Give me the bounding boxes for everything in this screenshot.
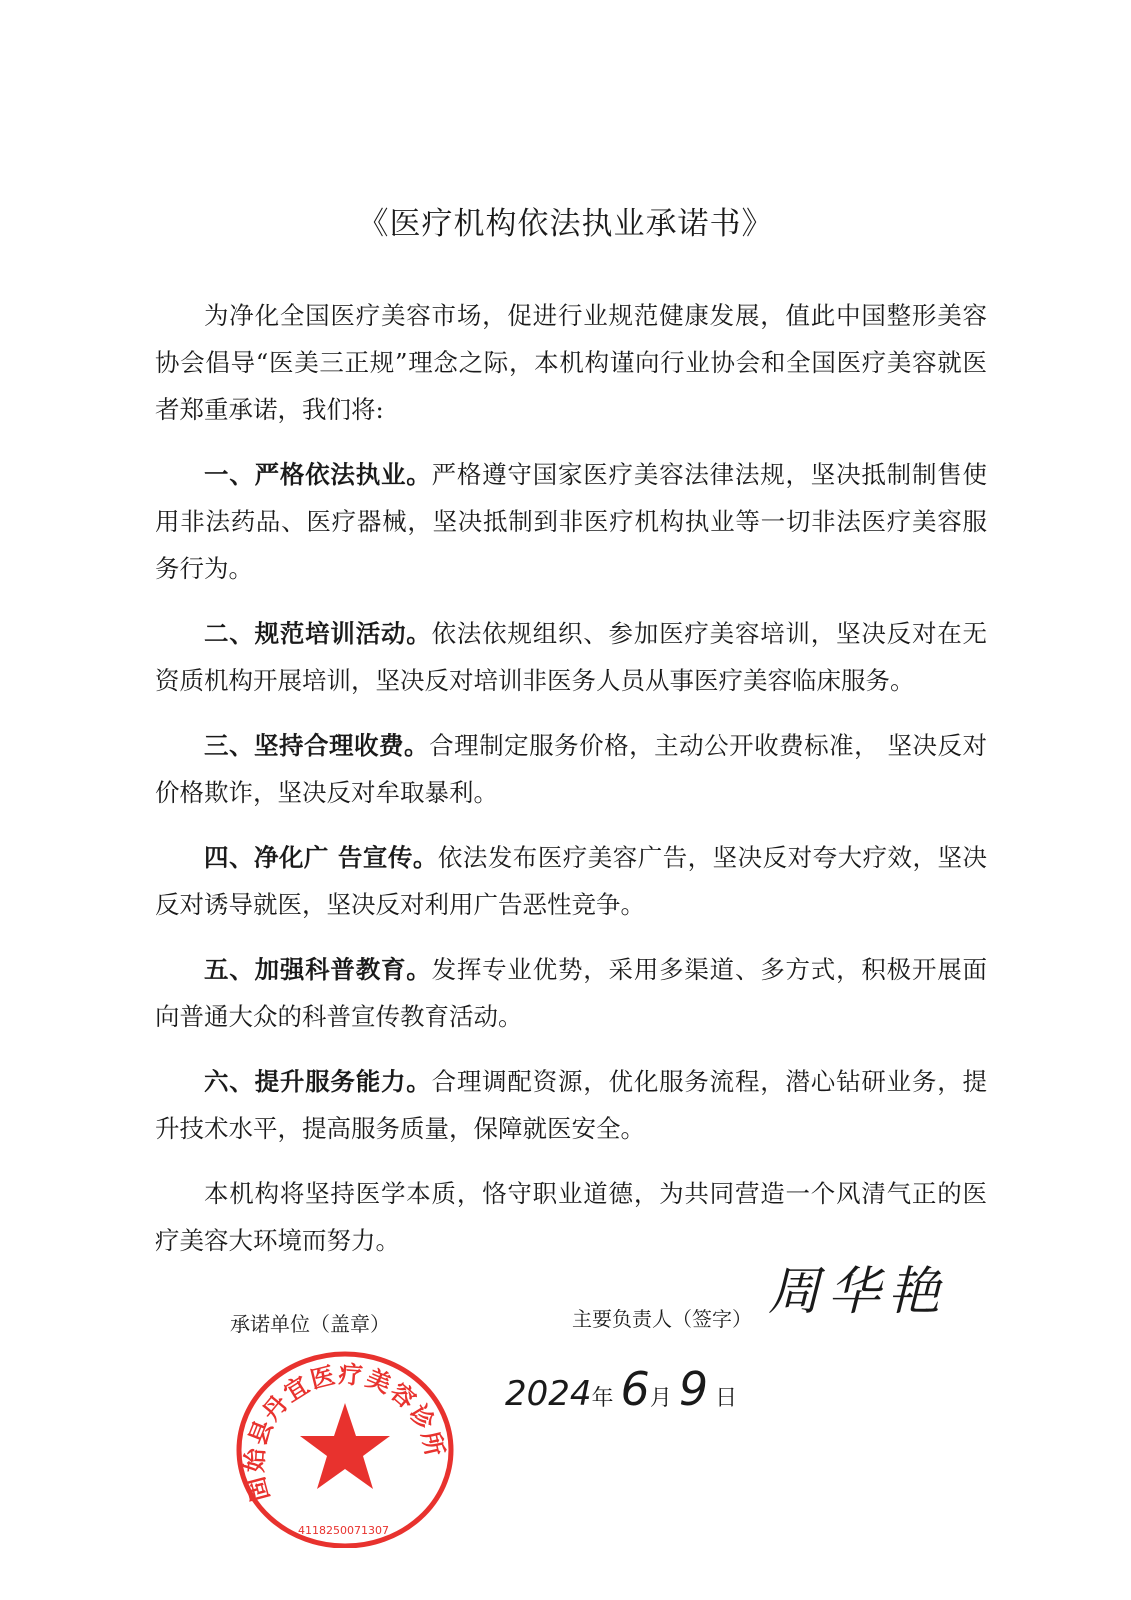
commitment-item-3 (155, 722, 987, 816)
signing-date (505, 1362, 737, 1426)
handwritten-signature: 周华艳 (768, 1262, 949, 1322)
unit-stamp-label: 承诺单位（盖章） (230, 1312, 390, 1336)
item-body: 合理制定服务价格，主动公开收费标准， 坚决反对价格欺诈，坚决反对牟取暴利。 (155, 731, 987, 807)
commitment-item-2 (155, 610, 987, 704)
item-body: 合理调配资源，优化服务流程，潜心钻研业务，提升技术水平，提高服务质量，保障就医安全。 (155, 1067, 988, 1143)
intro-paragraph: 为净化全国医疗美容市场，促进行业规范健康发展，值此中国整形美容协会倡导“医美三正规”理念之际，本机构谨向行业协会和全国医疗美容就医者郑重承诺，我们将: (155, 301, 987, 424)
item-heading: 一、严格依法执业。 (204, 460, 432, 489)
date-month-unit: 月 (649, 1386, 672, 1411)
item-heading: 五、加强科普教育。 (204, 955, 432, 984)
commitment-item-6 (155, 1058, 987, 1152)
document-body (155, 292, 987, 1282)
commitment-item-4 (155, 834, 987, 928)
commitment-item-5 (155, 946, 987, 1040)
date-year-unit: 年 (591, 1386, 614, 1411)
item-heading: 四、净化广 告宣传。 (204, 843, 438, 872)
item-body: 严格遵守国家医疗美容法律法规，坚决抵制制售使用非法药品、医疗器械，坚决抵制到非医疗机构执业等一切非法医疗美容服务行为。 (155, 460, 988, 583)
closing-paragraph: 本机构将坚持医学本质，恪守职业道德，为共同营造一个风清气正的医疗美容大环境而努力。 (155, 1179, 987, 1255)
date-day: 9 (678, 1362, 709, 1416)
document-title: 《医疗机构依法执业承诺书》 (357, 206, 774, 242)
person-signature-label: 主要负责人（签字） (572, 1307, 752, 1331)
date-day-unit: 日 (715, 1386, 738, 1411)
commitment-item-1 (155, 451, 987, 592)
date-year: 2024 (505, 1374, 592, 1414)
official-seal (232, 1348, 458, 1548)
date-month: 6 (620, 1362, 650, 1416)
item-heading: 六、提升服务能力。 (204, 1067, 432, 1096)
seal-star-icon (300, 1403, 390, 1489)
seal-number: 4118250071307 (298, 1524, 389, 1537)
item-heading: 三、坚持合理收费。 (204, 731, 430, 760)
seal-text: 固始县丹宜医疗美容诊所 (240, 1360, 450, 1505)
item-body: 依法发布医疗美容广告，坚决反对夸大疗效，坚决反对诱导就医，坚决反对利用广告恶性竞争。 (155, 843, 987, 919)
item-body: 发挥专业优势，采用多渠道、多方式，积极开展面向普通大众的科普宣传教育活动。 (155, 955, 988, 1031)
item-body: 依法依规组织、参加医疗美容培训，坚决反对在无资质机构开展培训，坚决反对培训非医务人员从事医疗美容临床服务。 (155, 619, 988, 695)
item-heading: 二、规范培训活动。 (204, 619, 432, 648)
svg-text:4118250071307 (298, 1524, 389, 1537)
